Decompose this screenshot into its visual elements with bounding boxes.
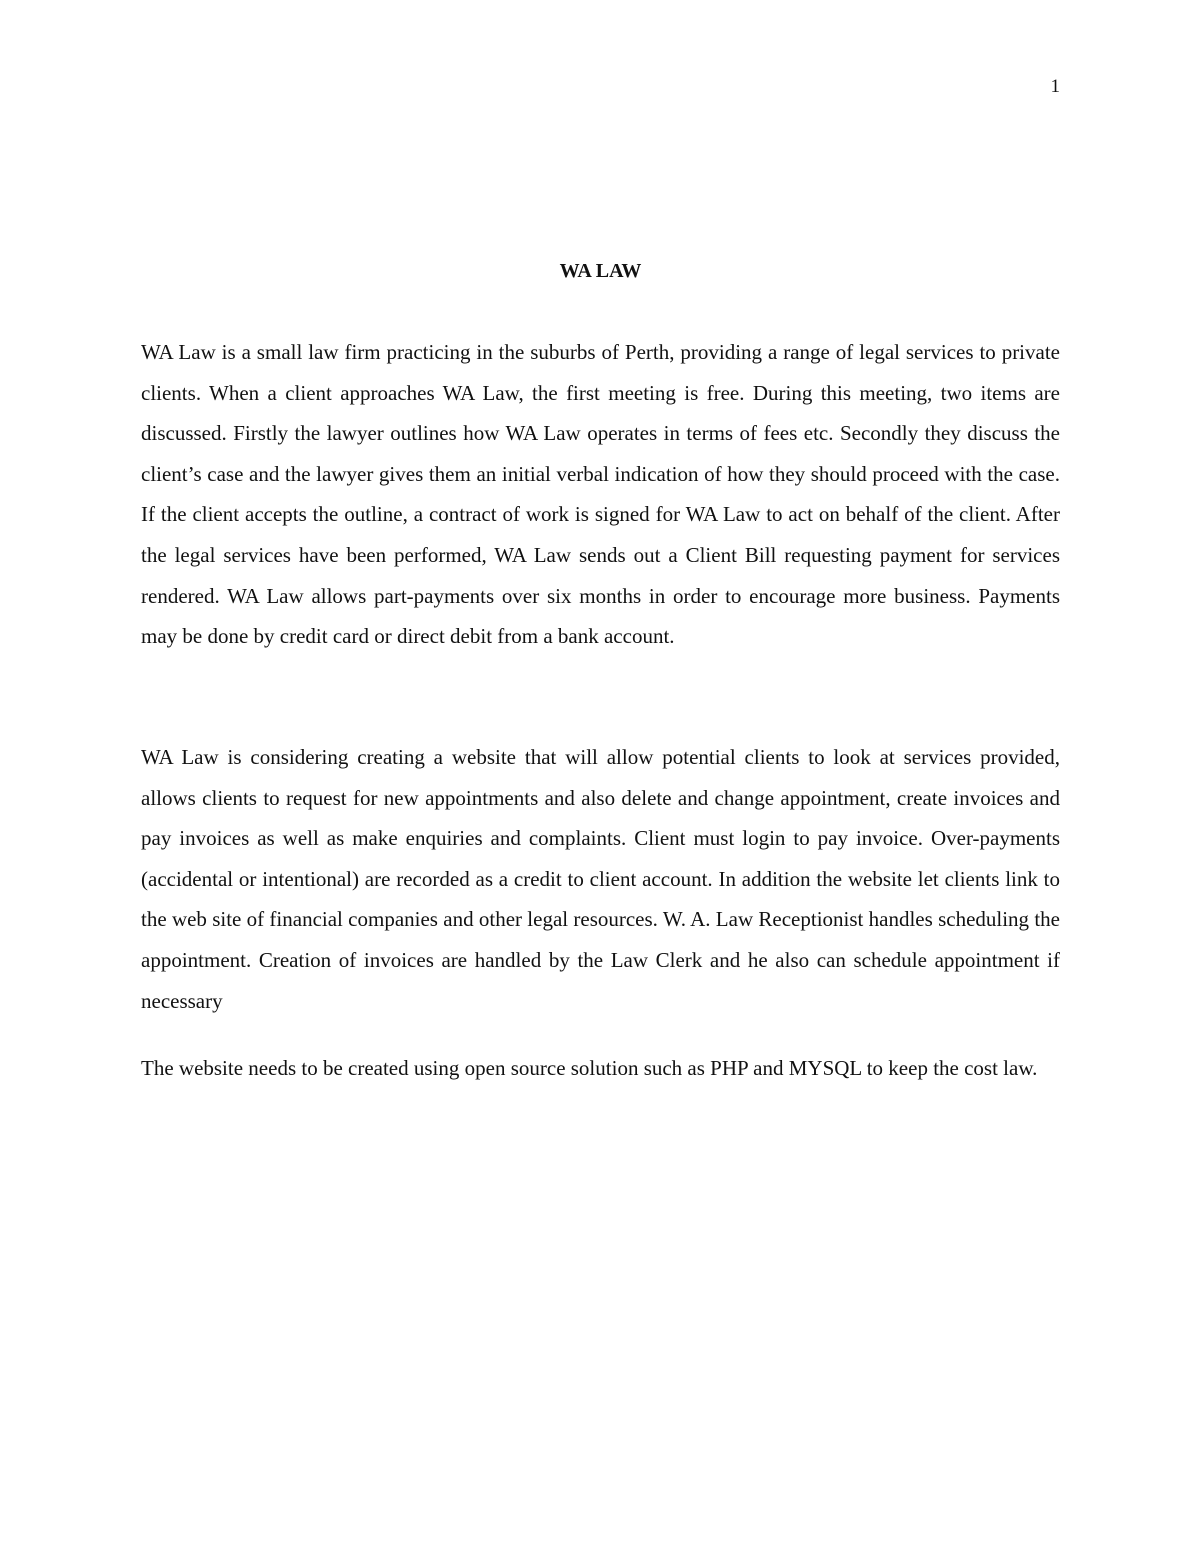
page-number: 1 bbox=[1050, 76, 1060, 97]
paragraph-technology: The website needs to be created using open source solution such as PHP and MYSQL to keep the cost law. bbox=[141, 1056, 1038, 1080]
paragraph-firm-overview: WA Law is a small law firm practicing in the suburbs of Perth, providing a range of legal services to private clients. When a client approaches WA Law, the first meeting is free. During this meeting, two items are discussed. Firstly the lawyer outlines how WA Law operates in terms of fees etc. Secondly they discuss the client’s case and the lawyer gives them an initial verbal indication of how they should proceed with the case. If the client accepts the outline, a contract of work is signed for WA Law to act on behalf of the client. After the legal services have been performed, WA Law sends out a Client Bill requesting payment for services rendered. WA Law allows part-payments over six months in order to encourage more business. Payments may be done by credit card or direct debit from a bank account. bbox=[141, 340, 1060, 649]
document-title: WA LAW bbox=[559, 260, 642, 282]
paragraph-website-requirements: WA Law is considering creating a website that will allow potential clients to look at services provided, allows clients to request for new appointments and also delete and change appointment, create invoices and pay invoices as well as make enquiries and complaints. Client must login to pay invoice. Over-payments (accidental or intentional) are recorded as a credit to client account. In addition the website let clients link to the web site of financial companies and other legal resources. W. A. Law Receptionist handles scheduling the appointment. Creation of invoices are handled by the Law Clerk and he also can schedule appointment if necessary bbox=[141, 745, 1060, 1013]
